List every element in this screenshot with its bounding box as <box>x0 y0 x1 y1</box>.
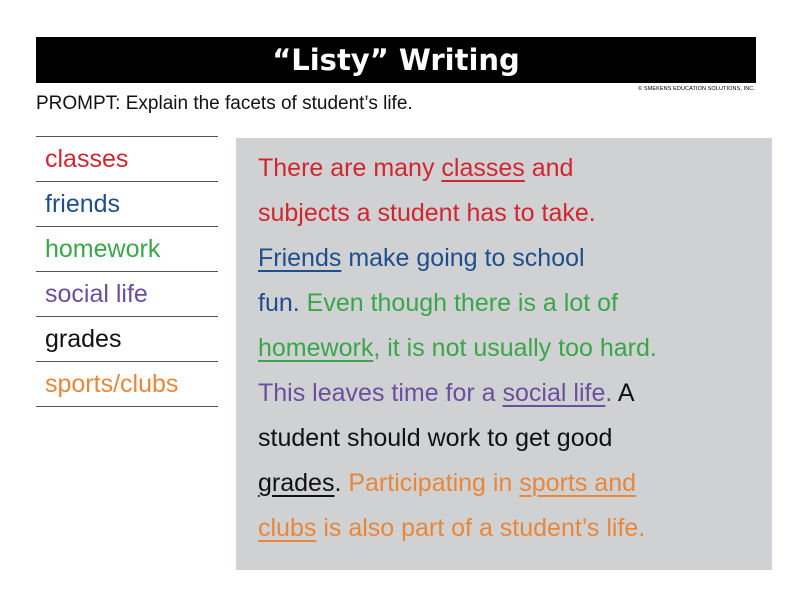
keyword-social-life: social life <box>502 379 606 407</box>
list-item-friends: friends <box>36 182 218 227</box>
list-item-grades: grades <box>36 317 218 362</box>
text-segment: This leaves time for a <box>258 379 503 407</box>
list-item-social-life: social life <box>36 272 218 317</box>
paragraph-line-5 <box>258 326 770 371</box>
text-segment: Even though there is a lot of <box>299 289 618 317</box>
paragraph-line-3 <box>258 236 770 281</box>
paragraph-line-9 <box>258 506 770 551</box>
text-segment: make going to school <box>341 244 585 272</box>
keyword-classes: classes <box>441 154 525 182</box>
text-segment: fun. <box>258 289 300 317</box>
copyright-notice: © SMEKENS EDUCATION SOLUTIONS, INC. <box>638 86 755 92</box>
keyword-friends: Friends <box>258 244 342 272</box>
list-item-classes: classes <box>36 137 218 182</box>
paragraph-line-1 <box>258 146 770 191</box>
text-segment: and <box>524 154 574 182</box>
text-segment: subjects a student has to take. <box>258 199 596 227</box>
paragraph-line-6 <box>258 371 770 416</box>
text-segment: Participating in <box>341 469 520 497</box>
list-item-homework: homework <box>36 227 218 272</box>
title-bar <box>36 37 756 83</box>
prompt-text: PROMPT: Explain the facets of student’s life. <box>36 93 413 114</box>
keyword-sports-and: sports and <box>519 469 637 497</box>
paragraph-line-4 <box>258 281 770 326</box>
text-segment: . <box>605 379 613 407</box>
text-segment: . <box>334 469 342 497</box>
page-title: “Listy” Writing <box>272 43 520 77</box>
text-segment: , it is not usually too hard. <box>373 334 657 362</box>
paragraph-line-2 <box>258 191 770 236</box>
keyword-clubs: clubs <box>258 514 317 542</box>
text-segment: There are many <box>258 154 442 182</box>
list-item-sports-clubs: sports/clubs <box>36 362 218 407</box>
paragraph-line-8 <box>258 461 770 506</box>
keyword-grades: grades <box>258 469 335 497</box>
text-segment: student should work to get good <box>258 424 613 452</box>
text-segment: is also part of a student’s life. <box>316 514 646 542</box>
text-segment: A <box>612 379 635 407</box>
paragraph-text <box>258 146 770 551</box>
keyword-homework: homework <box>258 334 374 362</box>
paragraph-line-7 <box>258 416 770 461</box>
topic-list <box>36 136 218 407</box>
